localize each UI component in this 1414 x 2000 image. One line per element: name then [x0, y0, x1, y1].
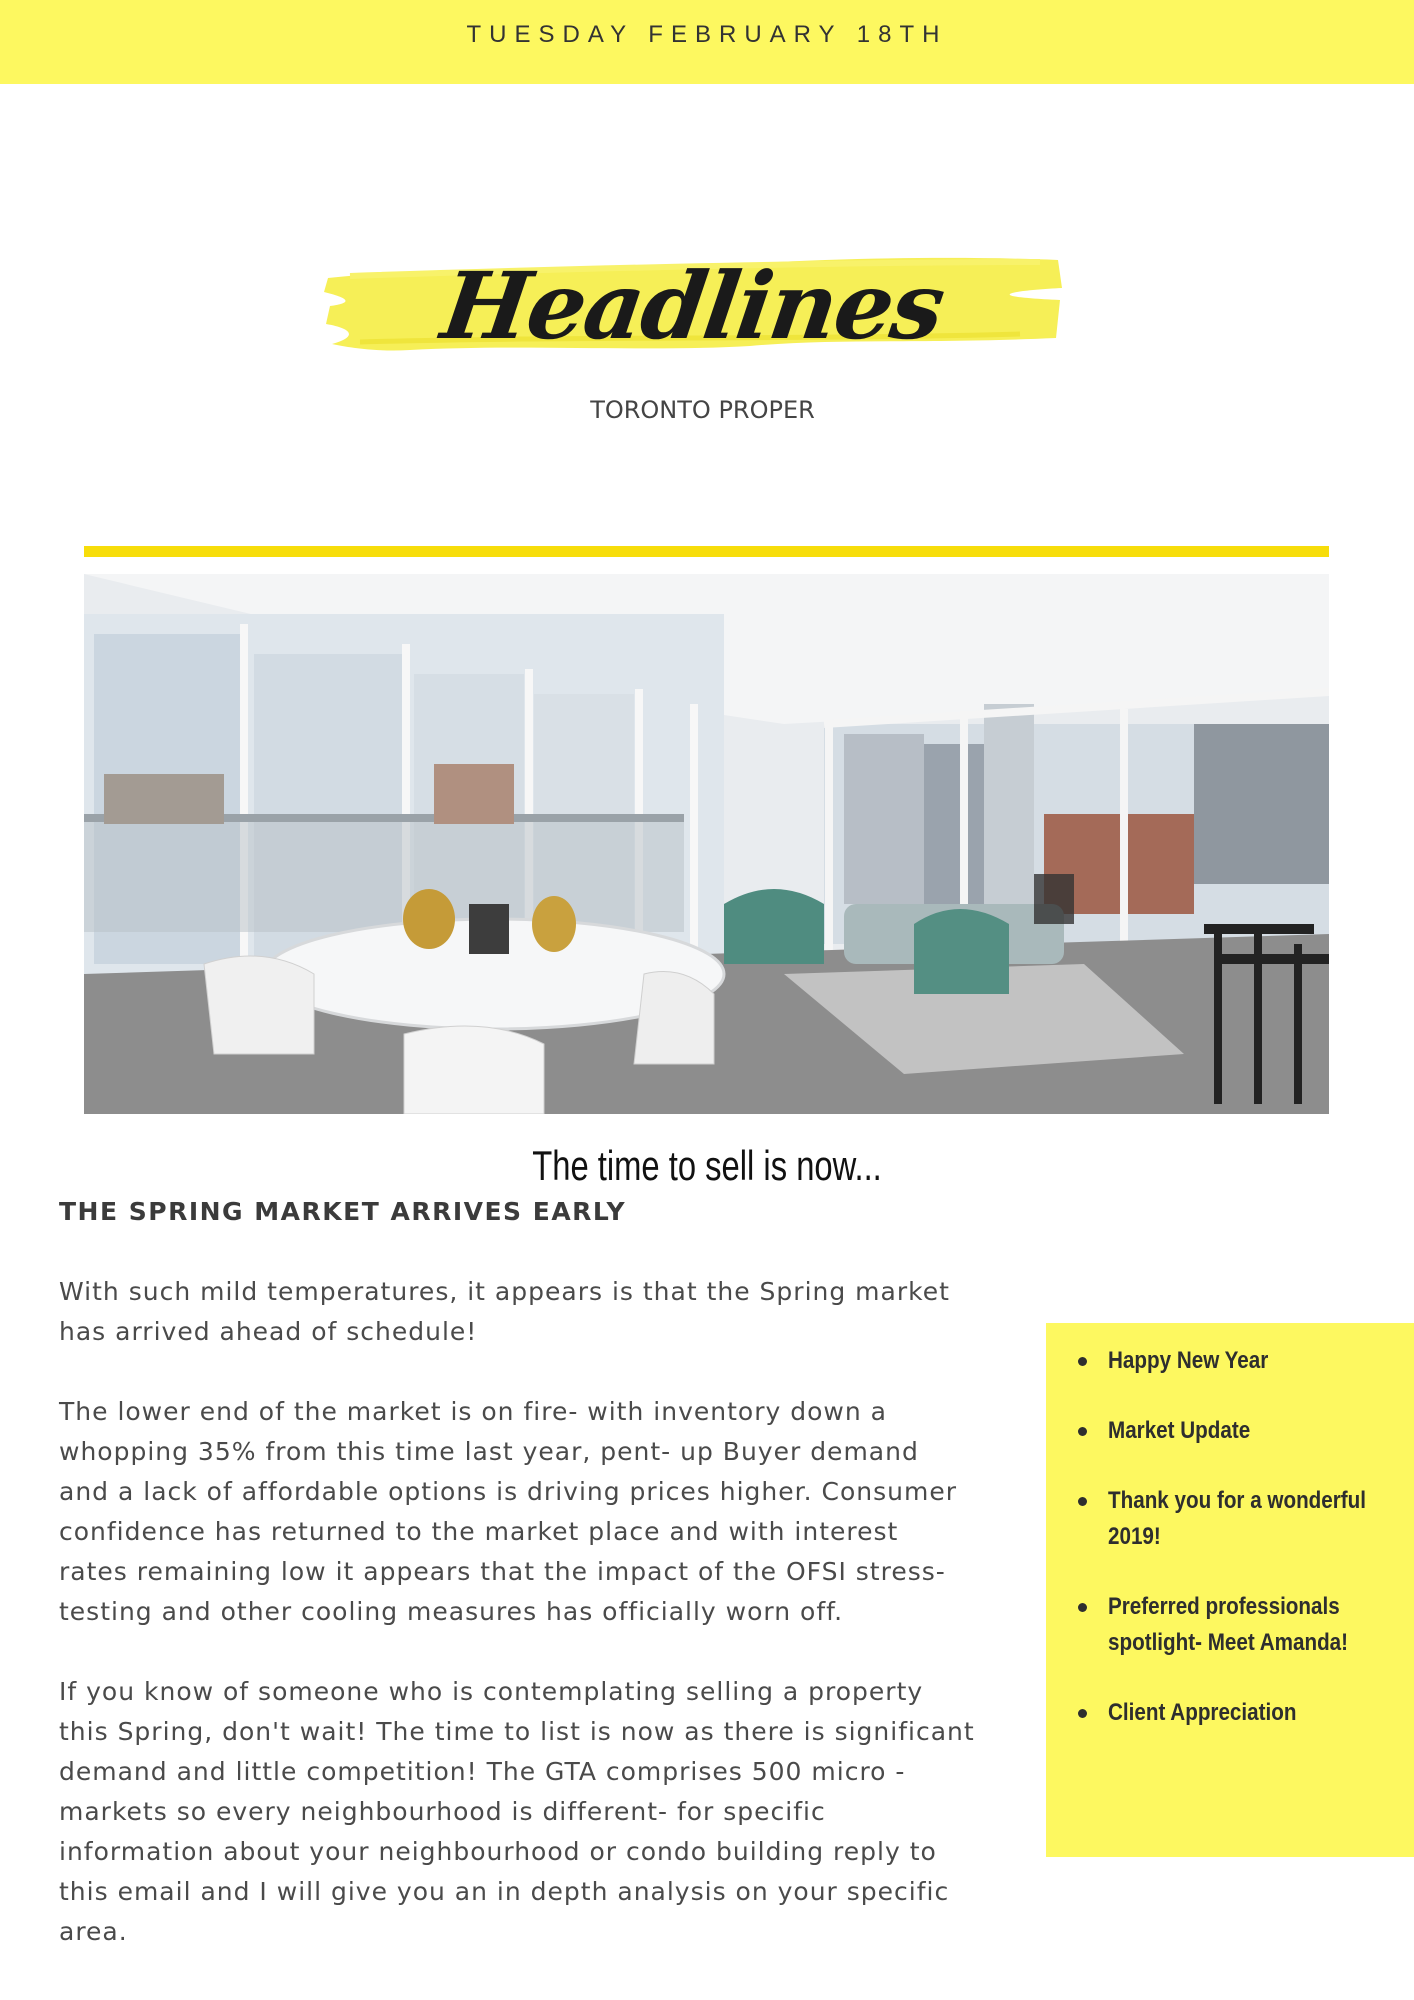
list-item: Market Update	[1078, 1413, 1408, 1449]
headlines-logo	[320, 218, 1065, 428]
logo-subtitle: TORONTO PROPER	[590, 396, 815, 424]
issue-date: TUESDAY FEBRUARY 18TH	[466, 21, 948, 48]
bullet-icon	[1078, 1603, 1087, 1612]
contents-list	[1078, 1343, 1408, 1765]
contents-sidebar	[1046, 1323, 1414, 1857]
article-title: THE SPRING MARKET ARRIVES EARLY	[59, 1197, 627, 1226]
bullet-icon	[1078, 1709, 1087, 1718]
list-item: Client Appreciation	[1078, 1695, 1408, 1731]
article-paragraph: The lower end of the market is on fire- with inventory down a whopping 35% from this time last year, pent- up Buyer demand and a lack of affordable options is driving prices higher. Consumer confidence has returned to the market place and with interest rates remaining low it appears that the impact of the OFSI stress- testing and other cooling measures has officially worn off.	[59, 1397, 957, 1626]
logo-script-text: Headlines	[435, 252, 950, 360]
bullet-icon	[1078, 1497, 1087, 1506]
list-item: Happy New Year	[1078, 1343, 1408, 1379]
article-paragraph: With such mild temperatures, it appears is that the Spring market has arrived ahead of schedule!	[59, 1277, 950, 1346]
bullet-icon	[1078, 1427, 1087, 1436]
date-banner	[0, 0, 1414, 84]
divider-rule	[84, 546, 1329, 557]
list-item: Thank you for a wonderful 2019!	[1078, 1483, 1408, 1555]
tagline: The time to sell is now...	[532, 1142, 882, 1189]
hero-photo-condo-interior	[84, 574, 1329, 1114]
article-body	[59, 1272, 1039, 1992]
article-paragraph: If you know of someone who is contemplating selling a property this Spring, don't wait! The time to list is now as there is significant demand and little competition! The GTA comprises 500 micro - markets so every neighbourhood is different- for specific information about your neighbourhood or condo building reply to this email and I will give you an in depth analysis on your specific area.	[59, 1677, 975, 1946]
bullet-icon	[1078, 1357, 1087, 1366]
list-item: Preferred professionals spotlight- Meet Amanda!	[1078, 1589, 1408, 1661]
